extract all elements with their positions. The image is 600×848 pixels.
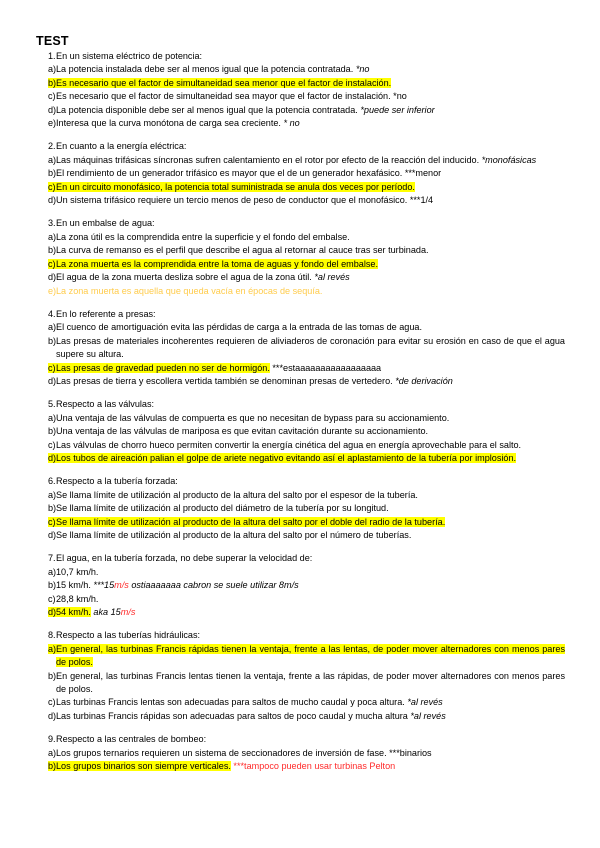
option-marker: a) <box>48 64 57 75</box>
option-marker: c) <box>48 439 56 450</box>
question-number: 1. <box>48 51 56 61</box>
question-stem-text: En un embalse de agua: <box>56 218 155 229</box>
question-stem <box>36 398 565 411</box>
option-text: Los tubos de aireación palian el golpe de ariete negativo evitando así el aplastamiento de la tubería por implosión. <box>56 452 517 463</box>
answer-option[interactable] <box>36 167 565 180</box>
question-stem <box>36 475 565 488</box>
answer-option[interactable] <box>36 285 565 298</box>
answer-option[interactable] <box>36 375 565 388</box>
option-annotation: *al revés <box>314 272 350 283</box>
answer-option[interactable] <box>36 439 565 452</box>
option-annotation: *al revés <box>407 697 443 708</box>
question-number: 7. <box>48 553 56 564</box>
answer-option[interactable] <box>36 696 565 709</box>
option-marker: a) <box>48 322 57 333</box>
answer-option[interactable] <box>36 77 565 90</box>
option-marker: b) <box>48 761 57 772</box>
question-block <box>36 475 565 542</box>
option-marker: d) <box>48 195 57 206</box>
option-text: Las presas de tierra y escollera vertida también se denominan presas de vertedero. *de derivación <box>56 375 453 386</box>
answer-option[interactable] <box>36 63 565 76</box>
answer-option[interactable] <box>36 502 565 515</box>
answer-option[interactable] <box>36 425 565 438</box>
answer-option[interactable] <box>36 258 565 271</box>
question-number: 6. <box>48 476 56 487</box>
option-marker: a) <box>48 412 57 423</box>
answer-option[interactable] <box>36 194 565 207</box>
answer-option[interactable] <box>36 643 565 670</box>
question-stem-text: Respecto a las válvulas: <box>56 399 155 410</box>
option-text: Una ventaja de las válvulas de mariposa es que evitan cavitación durante su accionamiento. <box>56 426 429 437</box>
answer-option[interactable] <box>36 117 565 130</box>
option-marker: d) <box>48 607 57 618</box>
questions-list <box>36 50 565 774</box>
answer-option[interactable] <box>36 516 565 529</box>
option-text: En general, las turbinas Francis lentas tienen la ventaja, frente a las rápidas, de poder mover alternadores con menos pares de polos. <box>56 670 565 695</box>
option-marker: a) <box>48 231 57 242</box>
option-marker: d) <box>48 530 57 540</box>
question-block <box>36 308 565 388</box>
option-text: Los grupos binarios son siempre verticales. ***tampoco pueden usar turbinas Pelton <box>56 761 396 772</box>
option-text: Las presas de gravedad pueden no ser de hormigón. ***estaaaaaaaaaaaaaaaaa <box>56 362 382 373</box>
option-annotation: ***estaaaaaaaaaaaaaaaaa <box>272 362 382 373</box>
answer-option[interactable] <box>36 452 565 465</box>
answer-option[interactable] <box>36 566 565 579</box>
answer-option[interactable] <box>36 670 565 697</box>
option-marker: d) <box>48 104 57 115</box>
question-stem-text: Respecto a las centrales de bombeo: <box>56 734 207 745</box>
option-text: Es necesario que el factor de simultaneidad sea mayor que el factor de instalación. *no <box>56 91 407 102</box>
question-number: 3. <box>48 218 56 229</box>
option-text: Las presas de materiales incoherentes requieren de aliviaderos de coronación para evitar su erosión en caso de que el agua supere su altura. <box>56 335 565 360</box>
option-marker: c) <box>48 181 56 192</box>
question-block <box>36 733 565 773</box>
option-text: 54 km/h. aka 15m/s <box>56 607 136 618</box>
option-text: 28,8 km/h. <box>56 593 99 604</box>
question-stem-text: El agua, en la tubería forzada, no debe superar la velocidad de: <box>56 553 313 564</box>
answer-option[interactable] <box>36 579 565 592</box>
option-annotation: *no <box>355 64 370 75</box>
question-stem <box>36 733 565 746</box>
answer-option[interactable] <box>36 593 565 606</box>
option-marker: d) <box>48 272 57 283</box>
option-annotation: *al revés <box>410 710 446 721</box>
option-text: Se llama límite de utilización al producto de la altura del salto por el número de tuberías. <box>56 530 412 540</box>
option-text: Las máquinas trifásicas síncronas sufren calentamiento en el rotor por efecto de la reacción del inducido. *monofásicas <box>56 154 537 165</box>
option-text: Se llama límite de utilización al producto del diámetro de la tubería por su longitud. <box>56 503 389 514</box>
option-text: Es necesario que el factor de simultaneidad sea menor que el factor de instalación. <box>56 77 392 88</box>
option-marker: a) <box>48 566 57 577</box>
option-annotation: *de derivación <box>395 375 453 386</box>
question-stem <box>36 50 565 63</box>
option-text: Se llama límite de utilización al producto de la altura del salto por el doble del radio de la tubería. <box>56 516 446 527</box>
option-text: Las turbinas Francis lentas son adecuadas para saltos de mucho caudal y poca altura. *al revés <box>56 697 443 708</box>
question-number: 4. <box>48 308 56 319</box>
question-stem <box>36 629 565 642</box>
answer-option[interactable] <box>36 606 565 619</box>
option-marker: c) <box>48 362 56 373</box>
answer-option[interactable] <box>36 529 565 542</box>
question-block <box>36 552 565 619</box>
option-marker: a) <box>48 154 57 165</box>
question-stem <box>36 308 565 321</box>
option-text: La zona útil es la comprendida entre la superficie y el fondo del embalse. <box>56 231 350 242</box>
answer-option[interactable] <box>36 154 565 167</box>
option-text: La curva de remanso es el perfil que describe el agua al retornar al cauce tras ser turbinada. <box>56 245 429 256</box>
question-stem-text: En lo referente a presas: <box>56 308 156 319</box>
option-text: El rendimiento de un generador trifásico es mayor que el de un generador hexafásico. ***menor <box>56 168 442 179</box>
option-marker: b) <box>48 426 57 437</box>
answer-option[interactable] <box>36 489 565 502</box>
option-annotation: ***15 <box>93 580 115 591</box>
option-marker: c) <box>48 697 56 708</box>
question-stem-text: En cuanto a la energía eléctrica: <box>56 141 187 152</box>
option-annotation: *no <box>393 91 407 102</box>
question-number: 8. <box>48 630 56 641</box>
option-marker: c) <box>48 516 56 527</box>
option-marker: c) <box>48 258 56 269</box>
option-marker: a) <box>48 489 57 500</box>
answer-option[interactable] <box>36 244 565 257</box>
option-annotation-unit: m/s <box>114 580 129 591</box>
question-block <box>36 217 565 297</box>
option-annotation: *puede ser inferior <box>360 104 435 115</box>
option-marker: b) <box>48 168 57 179</box>
answer-option[interactable] <box>36 321 565 334</box>
question-stem-text: Respecto a las tuberías hidráulicas: <box>56 630 201 641</box>
option-marker: b) <box>48 580 57 591</box>
question-stem-text: En un sistema eléctrico de potencia: <box>56 51 203 61</box>
option-text: En general, las turbinas Francis rápidas tienen la ventaja, frente a las lentas, de poder mover alternadores con menos pares de polos. <box>56 643 565 668</box>
question-block <box>36 629 565 723</box>
question-block <box>36 398 565 465</box>
page-title: TEST <box>36 34 69 48</box>
answer-option[interactable] <box>36 747 565 760</box>
option-marker: d) <box>48 375 57 386</box>
answer-option[interactable] <box>36 412 565 425</box>
option-text: Las turbinas Francis rápidas son adecuadas para saltos de poco caudal y mucha altura *al revés <box>56 710 446 721</box>
option-text: Un sistema trifásico requiere un tercio menos de peso de conductor que el monofásico. ***1/4 <box>56 195 434 206</box>
question-number: 2. <box>48 141 56 152</box>
option-text: En un circuito monofásico, la potencia total suministrada se anula dos veces por período. <box>56 181 415 192</box>
option-marker: b) <box>48 335 57 346</box>
option-annotation-tail: ostiaaaaaaa cabron se suele utilizar 8m/s <box>128 580 299 591</box>
question-block <box>36 140 565 207</box>
answer-option[interactable] <box>36 90 565 103</box>
option-annotation: ***tampoco pueden usar turbinas Pelton <box>233 761 396 772</box>
answer-option[interactable] <box>36 335 565 362</box>
option-marker: e) <box>48 118 57 129</box>
option-text: La zona muerta es aquella que queda vacía en épocas de sequía. <box>56 285 323 296</box>
answer-option[interactable] <box>36 710 565 723</box>
option-marker: a) <box>48 747 57 758</box>
option-text: 15 km/h. ***15m/s ostiaaaaaaa cabron se suele utilizar 8m/s <box>56 580 299 591</box>
option-text: Las válvulas de chorro hueco permiten convertir la energía cinética del agua en energía aprovechable para el salto. <box>56 439 522 450</box>
option-text: Los grupos ternarios requieren un sistema de seccionadores de inversión de fase. ***binarios <box>56 747 432 758</box>
option-text: Una ventaja de las válvulas de compuerta es que no necesitan de bypass para su accionamiento. <box>56 412 450 423</box>
question-stem <box>36 552 565 565</box>
option-text: El agua de la zona muerta desliza sobre el agua de la zona útil. *al revés <box>56 272 350 283</box>
question-stem <box>36 217 565 230</box>
option-marker: c) <box>48 91 56 102</box>
option-annotation: *monofásicas <box>481 154 537 165</box>
option-annotation: ***binarios <box>389 747 432 758</box>
option-text: El cuenco de amortiguación evita las pérdidas de carga a la entrada de las tomas de agua. <box>56 322 423 333</box>
option-marker: b) <box>48 245 57 256</box>
answer-option[interactable] <box>36 231 565 244</box>
option-annotation: aka 15 <box>93 607 121 618</box>
option-marker: d) <box>48 452 57 463</box>
question-stem-text: Respecto a la tubería forzada: <box>56 476 178 487</box>
answer-option[interactable] <box>36 760 565 773</box>
question-stem <box>36 140 565 153</box>
option-marker: d) <box>48 710 57 721</box>
option-annotation: ***1/4 <box>409 195 434 206</box>
option-marker: c) <box>48 593 56 604</box>
answer-option[interactable] <box>36 181 565 194</box>
option-marker: b) <box>48 503 57 514</box>
option-text: Se llama límite de utilización al producto de la altura del salto por el espesor de la tubería. <box>56 489 418 500</box>
option-text: La potencia disponible debe ser al menos igual que la potencia contratada. *puede ser inferior <box>56 104 435 115</box>
option-text: Interesa que la curva monótona de carga sea creciente. * no <box>56 118 300 129</box>
option-marker: b) <box>48 77 57 88</box>
answer-option[interactable] <box>36 104 565 117</box>
option-annotation-unit: m/s <box>120 607 136 618</box>
question-number: 9. <box>48 734 56 745</box>
option-text: La zona muerta es la comprendida entre la toma de aguas y fondo del embalse. <box>56 258 379 269</box>
option-annotation: * no <box>283 118 300 129</box>
option-text: 10,7 km/h. <box>56 566 99 577</box>
option-marker: a) <box>48 643 57 654</box>
answer-option[interactable] <box>36 271 565 284</box>
question-number: 5. <box>48 399 56 410</box>
answer-option[interactable] <box>36 362 565 375</box>
option-marker: b) <box>48 670 57 681</box>
option-text: La potencia instalada debe ser al menos igual que la potencia contratada. *no <box>56 64 370 75</box>
option-marker: e) <box>48 285 57 296</box>
option-annotation: ***menor <box>404 168 442 179</box>
question-block <box>36 50 565 130</box>
